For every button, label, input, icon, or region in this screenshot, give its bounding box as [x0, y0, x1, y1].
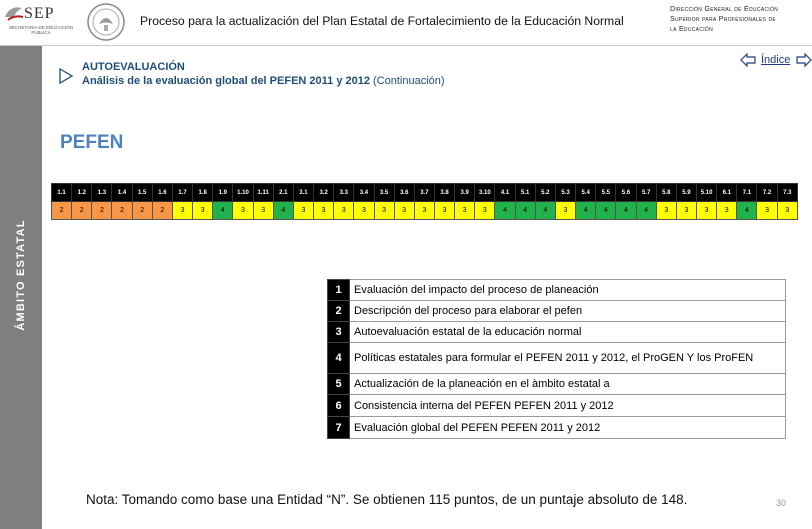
criterion-code: 2.1: [273, 184, 293, 202]
criterion-code: 5.3: [555, 184, 575, 202]
criterion-code: 3.6: [394, 184, 414, 202]
subtitle-text: Análisis de la evaluación global del PEFEN 2011 y 2012: [82, 75, 370, 87]
score-cell: 3: [697, 202, 717, 220]
values-row: [52, 202, 798, 220]
score-cell: 3: [656, 202, 676, 220]
criterion-code: 5.6: [616, 184, 636, 202]
score-cell: 4: [576, 202, 596, 220]
score-cell: 4: [535, 202, 555, 220]
score-cell: 3: [555, 202, 575, 220]
play-icon: [58, 68, 74, 84]
subtitle-note: (Continuación): [373, 75, 445, 87]
score-cell: 2: [72, 202, 92, 220]
score-cell: 3: [334, 202, 354, 220]
criterion-code: 4.1: [495, 184, 515, 202]
pefen-heading: PEFEN: [60, 132, 124, 153]
score-cell: 3: [777, 202, 797, 220]
score-cell: 3: [434, 202, 454, 220]
score-cell: 3: [253, 202, 273, 220]
header-title: Proceso para la actualización del Plan Estatal de Fortalecimiento de la Educación Normal: [140, 14, 624, 28]
criterion-code: 1.7: [172, 184, 192, 202]
previous-arrow-icon[interactable]: [740, 53, 756, 67]
criterion-code: 5.1: [515, 184, 535, 202]
criterion-code: 6.1: [717, 184, 737, 202]
score-cell: 3: [354, 202, 374, 220]
score-cell: 3: [676, 202, 696, 220]
criterion-code: 7.2: [757, 184, 777, 202]
criterion-code: 1.4: [112, 184, 132, 202]
criterion-code: 5.9: [676, 184, 696, 202]
criterion-code: 1.9: [213, 184, 233, 202]
page-number: 30: [776, 498, 787, 508]
score-cell: 4: [495, 202, 515, 220]
org-line: Dirección General de Educación: [670, 6, 779, 13]
criterion-code: 5.7: [636, 184, 656, 202]
criterion-code: 3.2: [314, 184, 334, 202]
score-cell: 3: [757, 202, 777, 220]
score-cell: 4: [515, 202, 535, 220]
scores-table: [51, 183, 798, 220]
criterion-code: 3.1: [293, 184, 313, 202]
criterion-code: 5.10: [697, 184, 717, 202]
legend-text: Actualización de la planeación en el àmbito estatal a: [350, 374, 786, 395]
criterion-code: 1.8: [193, 184, 213, 202]
footnote: Nota: Tomando como base una Entidad “N”. Se obtienen 115 puntos, de un puntaje absoluto de 148.: [86, 492, 688, 507]
criterion-code: 1.5: [132, 184, 152, 202]
score-cell: 4: [737, 202, 757, 220]
score-cell: 3: [455, 202, 475, 220]
score-cell: 3: [475, 202, 495, 220]
score-cell: 2: [152, 202, 172, 220]
legend-text: Evaluación del impacto del proceso de planeación: [350, 280, 786, 301]
criterion-code: 3.5: [374, 184, 394, 202]
criterion-code: 5.4: [576, 184, 596, 202]
score-cell: 3: [394, 202, 414, 220]
codes-row: [52, 184, 798, 202]
logo-subtext: SECRETARÍA DE EDUCACIÓN PÚBLICA: [9, 25, 73, 35]
score-cell: 4: [636, 202, 656, 220]
score-cell: 3: [374, 202, 394, 220]
criterion-code: 3.8: [434, 184, 454, 202]
criterion-code: 7.3: [777, 184, 797, 202]
legend-text: Evaluación global del PEFEN PEFEN 2011 y 2012: [350, 417, 786, 439]
score-cell: 3: [233, 202, 253, 220]
criterion-code: 7.1: [737, 184, 757, 202]
legend-number: 2: [328, 301, 350, 322]
criterion-code: 1.6: [152, 184, 172, 202]
next-arrow-icon[interactable]: [796, 53, 812, 67]
criterion-code: 1.3: [92, 184, 112, 202]
legend-number: 3: [328, 322, 350, 343]
legend-table: [327, 279, 786, 439]
criterion-code: 3.9: [455, 184, 475, 202]
legend-number: 5: [328, 374, 350, 395]
criterion-code: 1.2: [72, 184, 92, 202]
score-cell: 2: [52, 202, 72, 220]
score-cell: 4: [596, 202, 616, 220]
legend-text: Políticas estatales para formular el PEFEN 2011 y 2012, el ProGEN Y los ProFEN: [350, 343, 786, 374]
criterion-code: 3.3: [334, 184, 354, 202]
legend-number: 7: [328, 417, 350, 439]
score-cell: 4: [616, 202, 636, 220]
legend-number: 4: [328, 343, 350, 374]
legend-number: 1: [328, 280, 350, 301]
legend-row: [328, 280, 786, 301]
criterion-code: 3.4: [354, 184, 374, 202]
score-cell: 2: [112, 202, 132, 220]
legend-row: [328, 417, 786, 439]
sidebar-label: ÁMBITO ESTATAL: [15, 219, 27, 331]
national-emblem-icon: [86, 2, 126, 42]
criterion-code: 3.7: [414, 184, 434, 202]
legend-number: 6: [328, 395, 350, 417]
organization-name: [670, 5, 810, 35]
legend-row: [328, 343, 786, 374]
criterion-code: 1.10: [233, 184, 253, 202]
criterion-code: 3.10: [475, 184, 495, 202]
legend-row: [328, 322, 786, 343]
criterion-code: 5.2: [535, 184, 555, 202]
index-link[interactable]: Índice: [761, 54, 791, 66]
legend-row: [328, 395, 786, 417]
legend-text: Consistencia interna del PEFEN PEFEN 2011 y 2012: [350, 395, 786, 417]
header: [0, 0, 812, 46]
legend-text: Descripción del proceso para elaborar el pefen: [350, 301, 786, 322]
sep-logo: [2, 3, 78, 43]
score-cell: 2: [92, 202, 112, 220]
criterion-code: 1.1: [52, 184, 72, 202]
section-subtitle: [82, 75, 445, 87]
score-cell: 3: [414, 202, 434, 220]
score-cell: 4: [273, 202, 293, 220]
criterion-code: 1.11: [253, 184, 273, 202]
score-cell: 3: [193, 202, 213, 220]
score-cell: 3: [172, 202, 192, 220]
legend-text: Autoevaluación estatal de la educación normal: [350, 322, 786, 343]
score-cell: 4: [213, 202, 233, 220]
criterion-code: 5.8: [656, 184, 676, 202]
section-title: AUTOEVALUACIÓN: [82, 61, 185, 73]
criterion-code: 5.5: [596, 184, 616, 202]
org-line: Superior para Profesionales de: [670, 16, 777, 23]
legend-row: [328, 301, 786, 322]
logo-text: SEP: [24, 5, 55, 22]
org-line: la Educación: [670, 26, 713, 33]
eagle-mark-icon: [2, 3, 26, 25]
score-cell: 2: [132, 202, 152, 220]
header-divider: [0, 45, 812, 46]
score-cell: 3: [293, 202, 313, 220]
legend-row: [328, 374, 786, 395]
score-cell: 3: [717, 202, 737, 220]
score-cell: 3: [314, 202, 334, 220]
